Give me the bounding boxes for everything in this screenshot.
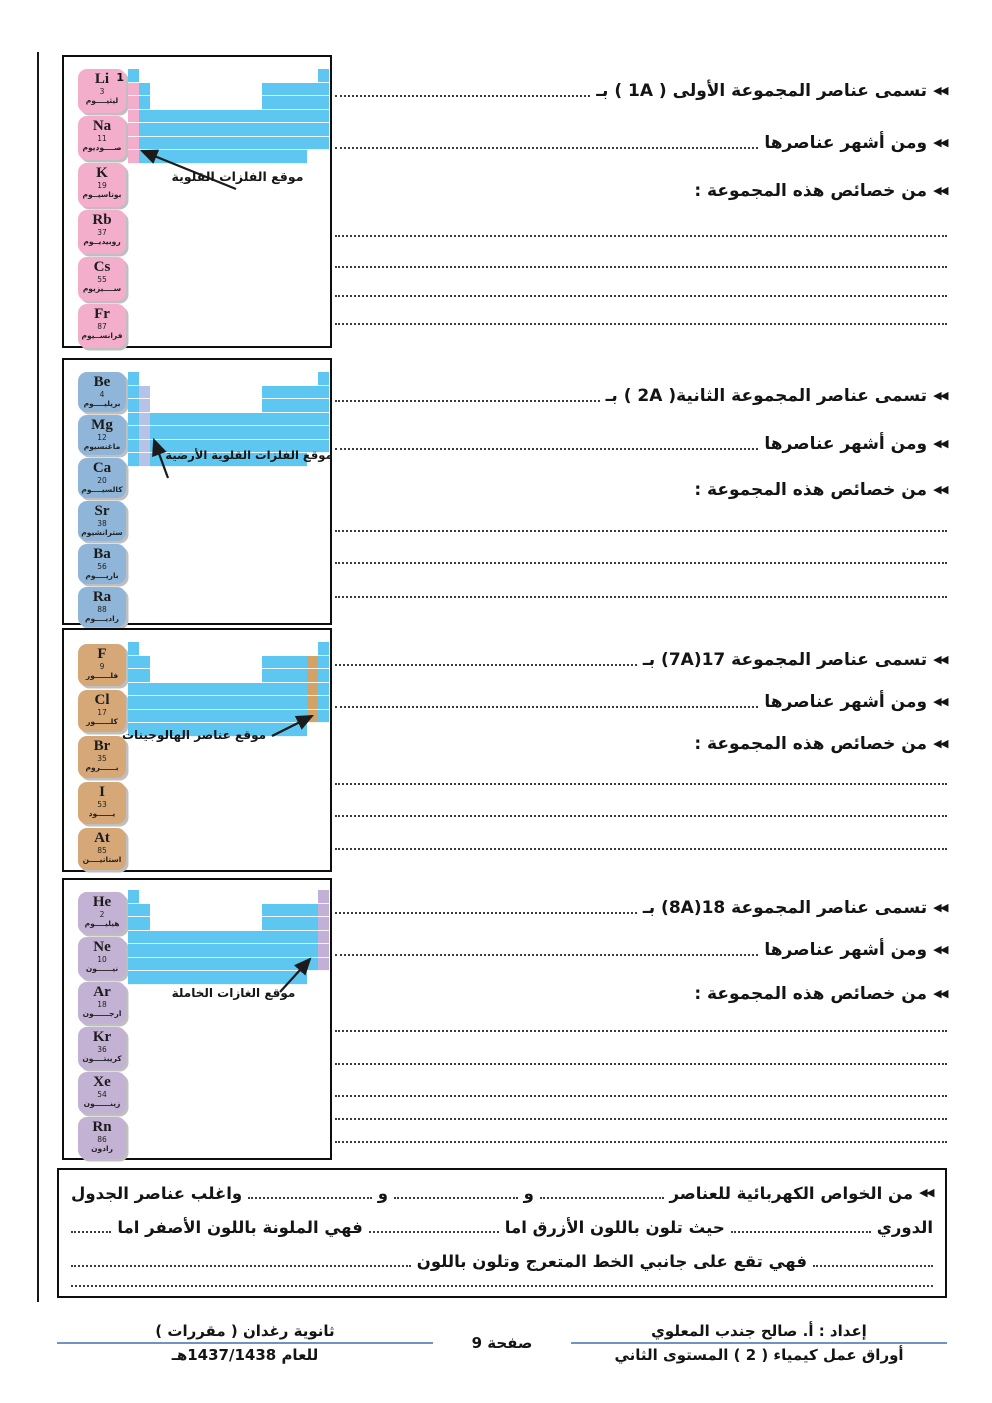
section-group-8A (62, 878, 947, 1160)
element-tile-Na (78, 116, 126, 160)
answer-line (335, 235, 947, 237)
diagram-caption: موقع الفلزات القلوية (171, 169, 304, 184)
answer-blank (335, 954, 758, 956)
diagram-caption: موقع الغازات الخاملة (171, 986, 296, 1000)
diagram-box-alkali-metals (62, 55, 332, 348)
answer-line (335, 815, 947, 817)
element-arabic-name: ســــيزيوم (82, 285, 122, 293)
element-arabic-name: سترانشيوم (81, 529, 123, 537)
element-symbol: Rn (92, 1119, 112, 1135)
electrical-properties-section (57, 1168, 947, 1298)
school-year: للعام 1437/1438هـ (171, 1346, 319, 1364)
diagram-box-noble-gases (62, 878, 332, 1160)
questions-area (335, 628, 947, 872)
element-arabic-name: ليثيــــوم (85, 97, 119, 105)
diagram-caption: موقع الفلزات القلوية الأرضية (165, 448, 333, 462)
atomic-number: 20 (97, 475, 107, 485)
element-symbol: Xe (93, 1074, 111, 1090)
element-arabic-name: يــــــود (88, 810, 116, 818)
element-arabic-name: نيــــــون (85, 965, 119, 973)
element-arabic-name: بوتاسيــوم (82, 191, 122, 199)
element-tile-Mg (78, 415, 126, 455)
element-tile-F (78, 644, 126, 686)
answer-blank (71, 1231, 111, 1233)
question-properties: ◀◀ من خصائص هذه المجموعة : (694, 181, 947, 201)
question-famous-elements: ◀◀ ومن أشهر عناصرها (335, 133, 947, 153)
answer-blank (813, 1265, 933, 1267)
answer-blank (394, 1197, 518, 1199)
diagram-caption: موقع عناصر الهالوجينات (121, 728, 267, 742)
atomic-number: 36 (97, 1044, 107, 1054)
diagram-box-alkaline-earth (62, 358, 332, 625)
atomic-number: 54 (97, 1089, 107, 1099)
atomic-number: 11 (97, 133, 107, 143)
atomic-number: 35 (97, 753, 107, 763)
element-arabic-name: بــــــروم (85, 764, 119, 772)
element-arabic-name: هيليــــوم (84, 920, 120, 928)
atomic-number: 86 (97, 1134, 107, 1144)
question-properties: ◀◀ من خصائص هذه المجموعة : (694, 480, 947, 500)
prepared-by: إعداد : أ. صالح جندب المعلوي (651, 1322, 867, 1340)
answer-line (335, 1141, 947, 1143)
element-tile-Ca (78, 458, 126, 498)
footer-divider (57, 1342, 433, 1344)
double-triangle-bullet-icon: ◀◀ (933, 653, 947, 666)
answer-line (335, 1030, 947, 1032)
questions-area (335, 878, 947, 1160)
element-tile-Br (78, 736, 126, 778)
double-triangle-bullet-icon: ◀◀ (933, 84, 947, 97)
double-triangle-bullet-icon: ◀◀ (933, 389, 947, 402)
questions-area (335, 55, 947, 348)
element-arabic-name: فلــــــور (85, 672, 119, 680)
footer-divider (571, 1342, 947, 1344)
element-tile-He (78, 892, 126, 934)
element-symbol: Kr (92, 1029, 112, 1045)
atomic-number: 56 (97, 561, 107, 571)
atomic-number: 4 (99, 389, 105, 399)
answer-blank (335, 706, 758, 708)
section-group-1A (62, 55, 947, 348)
element-arabic-name: رادون (91, 1145, 113, 1153)
page-left-border (37, 52, 39, 1302)
element-arabic-name: روبيديــوم (83, 238, 121, 246)
answer-line (335, 596, 947, 598)
element-tile-At (78, 828, 126, 870)
question-famous-elements: ◀◀ ومن أشهر عناصرها (335, 434, 947, 454)
atomic-number: 19 (97, 180, 107, 190)
element-arabic-name: زينــــــون (83, 1100, 121, 1108)
atomic-number: 37 (97, 227, 107, 237)
element-symbol: K (96, 165, 108, 181)
section-group-2A (62, 358, 947, 625)
element-tile-Ba (78, 544, 126, 584)
question-group-name: ◀◀ تسمى عناصر المجموعة 18(8A) بـ (335, 898, 947, 918)
answer-blank (335, 912, 637, 914)
atomic-number: 12 (97, 432, 107, 442)
element-tile-Rb (78, 210, 126, 254)
atomic-number: 2 (99, 909, 105, 919)
double-triangle-bullet-icon: ◀◀ (933, 737, 947, 750)
element-symbol: Mg (91, 417, 113, 433)
element-arabic-name: راديــــوم (84, 615, 119, 623)
atomic-number: 10 (97, 954, 107, 964)
element-symbol: Cl (94, 692, 110, 708)
question-group-name: ◀◀ تسمى عناصر المجموعة 17(7A) بـ (335, 650, 947, 670)
answer-blank (335, 147, 758, 149)
answer-line (335, 783, 947, 785)
answer-line (71, 1285, 933, 1287)
page-number: صفحة 9 (471, 1334, 533, 1352)
element-symbol: Ra (92, 589, 112, 605)
element-symbol: Na (92, 118, 112, 134)
answer-line (335, 848, 947, 850)
question-group-name: ◀◀ تسمى عناصر المجموعة الثانية( 2A ) بـ (335, 386, 947, 406)
element-symbol: Fr (94, 306, 110, 322)
element-symbol: Li (94, 71, 110, 87)
element-symbol: Sr (94, 503, 110, 519)
fill-line-1: ◀◀ من الخواص الكهربائية للعناصر و و واغلب عناصر الجدول (71, 1184, 933, 1203)
school-name: ثانوية رغدان ( مقررات ) (155, 1322, 335, 1340)
element-symbol: Ne (93, 939, 111, 955)
atomic-number: 3 (99, 86, 105, 96)
element-tile-Kr (78, 1027, 126, 1069)
footer-author-block (571, 1322, 947, 1364)
element-tile-K (78, 163, 126, 207)
atomic-number: 9 (99, 661, 105, 671)
element-arabic-name: صــــوديوم (82, 144, 122, 152)
section-group-7A (62, 628, 947, 872)
fill-line-3: فهي تقع على جانبي الخط المتعرج وتلون باللون (71, 1252, 933, 1271)
double-triangle-bullet-icon: ◀◀ (933, 437, 947, 450)
element-tile-Ar (78, 982, 126, 1024)
question-famous-elements: ◀◀ ومن أشهر عناصرها (335, 692, 947, 712)
question-famous-elements: ◀◀ ومن أشهر عناصرها (335, 940, 947, 960)
atomic-number: 18 (97, 999, 107, 1009)
answer-line (335, 266, 947, 268)
element-symbol: Ca (92, 460, 112, 476)
element-tile-Cs (78, 257, 126, 301)
answer-blank (335, 95, 590, 97)
element-symbol: Br (93, 738, 111, 754)
question-group-name: ◀◀ تسمى عناصر المجموعة الأولى ( 1A ) بـ (335, 81, 947, 101)
question-properties: ◀◀ من خصائص هذه المجموعة : (694, 734, 947, 754)
double-triangle-bullet-icon: ◀◀ (933, 184, 947, 197)
element-arabic-name: باريــــوم (85, 572, 119, 580)
element-arabic-name: كالسيــــوم (81, 486, 123, 494)
element-tile-Cl (78, 690, 126, 732)
answer-line (335, 323, 947, 325)
question-properties: ◀◀ من خصائص هذه المجموعة : (694, 984, 947, 1004)
double-triangle-bullet-icon: ◀◀ (933, 901, 947, 914)
atomic-number: 38 (97, 518, 107, 528)
double-triangle-bullet-icon: ◀◀ (919, 1186, 933, 1199)
element-tile-Sr (78, 501, 126, 541)
double-triangle-bullet-icon: ◀◀ (933, 943, 947, 956)
element-arabic-name: كلــــــور (86, 718, 118, 726)
diagram-box-halogens (62, 628, 332, 872)
element-tile-Xe (78, 1072, 126, 1114)
element-arabic-name: بريليــــوم (83, 400, 121, 408)
period-1-label: 1 (116, 71, 124, 84)
double-triangle-bullet-icon: ◀◀ (933, 136, 947, 149)
element-arabic-name: استاتيــــن (82, 856, 122, 864)
atomic-number: 55 (97, 274, 107, 284)
answer-line (335, 1063, 947, 1065)
double-triangle-bullet-icon: ◀◀ (933, 695, 947, 708)
double-triangle-bullet-icon: ◀◀ (933, 483, 947, 496)
atomic-number: 85 (97, 845, 107, 855)
atomic-number: 88 (97, 604, 107, 614)
answer-blank (335, 400, 600, 402)
element-tile-Ra (78, 587, 126, 627)
atomic-number: 87 (97, 321, 107, 331)
questions-area (335, 358, 947, 625)
element-symbol: He (92, 894, 112, 910)
element-symbol: Be (93, 374, 111, 390)
element-symbol: F (97, 646, 107, 662)
element-tile-I (78, 782, 126, 824)
worksheet-title: أوراق عمل كيمياء ( 2 ) المستوى الثاني (614, 1346, 904, 1364)
element-symbol: I (99, 784, 105, 800)
element-symbol: At (94, 830, 110, 846)
element-symbol: Rb (92, 212, 112, 228)
element-symbol: Cs (93, 259, 111, 275)
atomic-number: 53 (97, 799, 107, 809)
answer-blank (71, 1265, 411, 1267)
element-arabic-name: أرجــــــون (82, 1010, 122, 1018)
element-arabic-name: كريبتــــون (82, 1055, 122, 1063)
answer-blank (369, 1231, 499, 1233)
element-tile-Ne (78, 937, 126, 979)
answer-blank (540, 1197, 664, 1199)
pointer-arrow-icon (126, 143, 244, 193)
element-symbol: Ar (93, 984, 111, 1000)
element-symbol: Ba (93, 546, 111, 562)
answer-line (335, 1095, 947, 1097)
answer-blank (335, 664, 637, 666)
page-footer (57, 1322, 947, 1364)
footer-school-block (57, 1322, 433, 1364)
element-tile-Rn (78, 1117, 126, 1159)
element-arabic-name: ماغنسيوم (83, 443, 121, 451)
atomic-number: 17 (97, 707, 107, 717)
answer-blank (335, 448, 758, 450)
answer-blank (731, 1231, 871, 1233)
fill-line-2: الدوري حيث تلون باللون الأزرق اما فهي الملونة باللون الأصفر اما (71, 1218, 933, 1237)
answer-line (335, 530, 947, 532)
answer-blank (248, 1197, 372, 1199)
answer-line (335, 1118, 947, 1120)
element-arabic-name: فرانســيوم (81, 332, 123, 340)
element-tile-Be (78, 372, 126, 412)
answer-line (335, 295, 947, 297)
element-tile-Fr (78, 304, 126, 348)
double-triangle-bullet-icon: ◀◀ (933, 987, 947, 1000)
answer-line (335, 562, 947, 564)
